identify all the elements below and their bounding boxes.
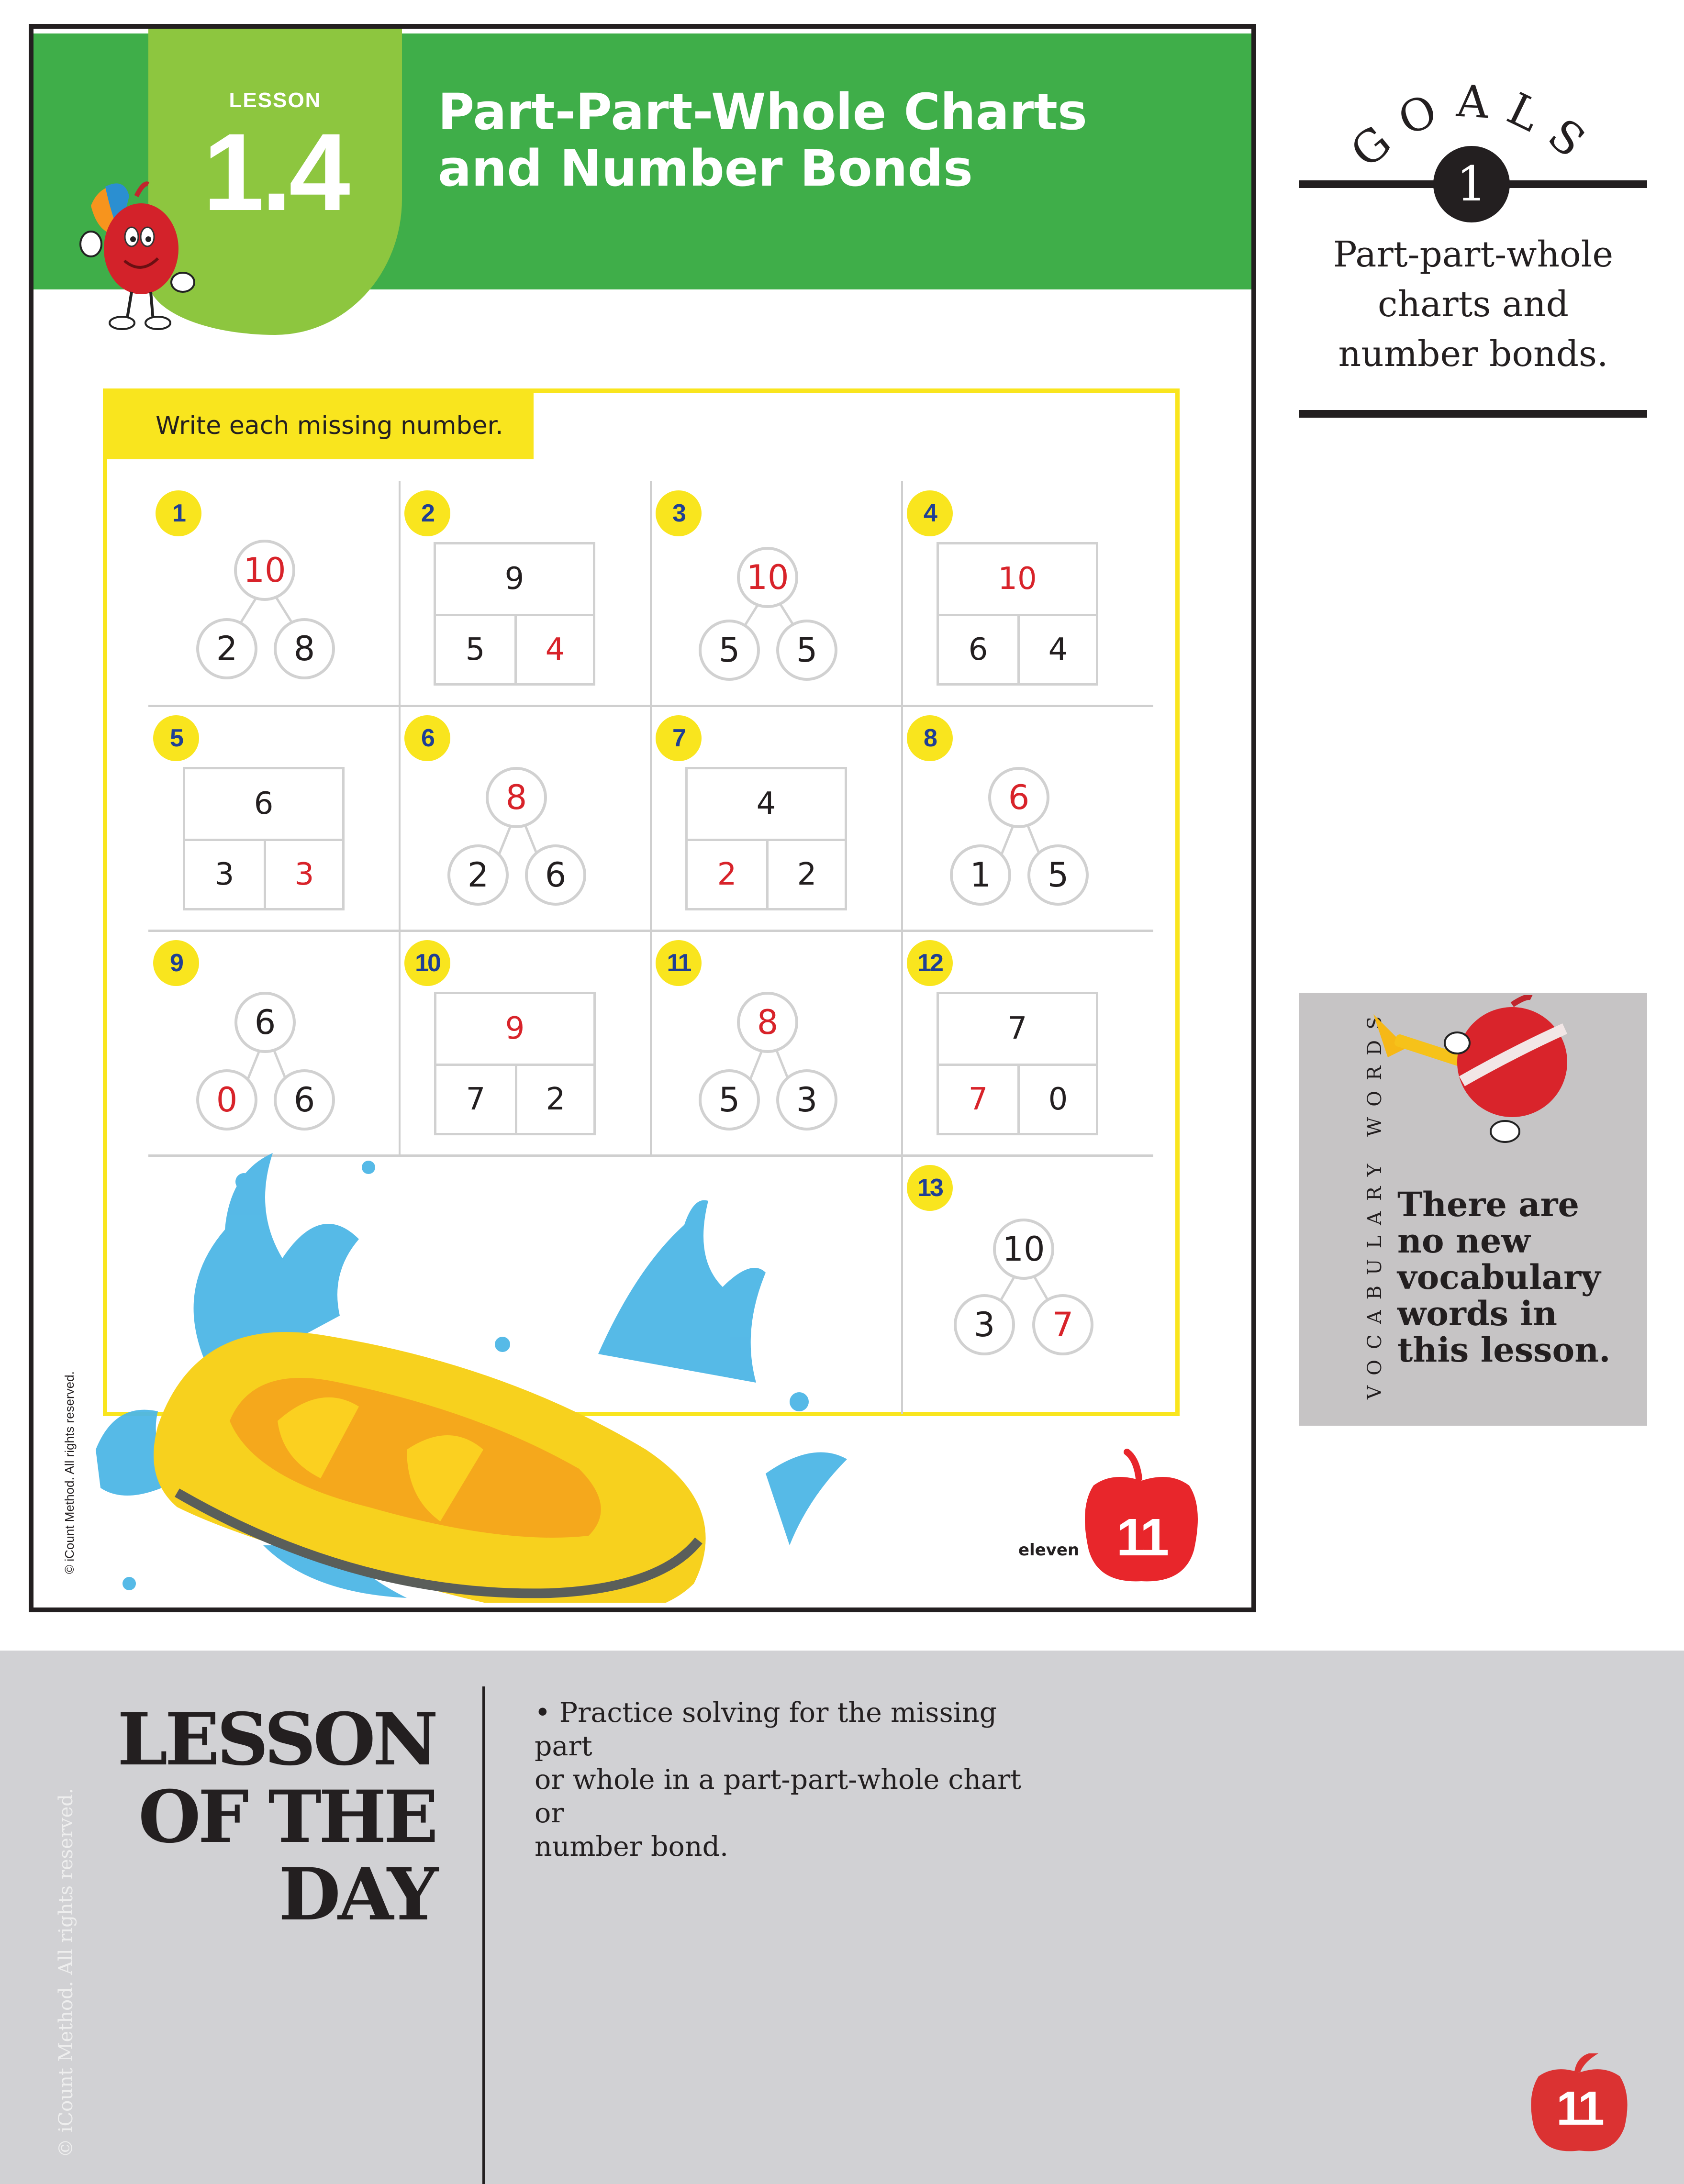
chart-part-right: 2 — [546, 1082, 566, 1117]
problem-number-badge: 6 — [404, 715, 450, 761]
lesson-label: LESSON — [229, 89, 322, 112]
goal-description — [1299, 230, 1647, 379]
chart-part-right: 4 — [1048, 632, 1068, 667]
chart-part-left-answer[interactable]: 2 — [688, 841, 769, 908]
page-number-word: eleven — [1018, 1541, 1080, 1560]
part-part-whole-chart — [685, 767, 847, 910]
chart-part-left: 6 — [939, 616, 1020, 683]
problem-4 — [902, 481, 1152, 705]
bond-whole-answer[interactable]: 8 — [737, 992, 798, 1053]
problem-number-badge: 12 — [907, 940, 953, 986]
problem-2 — [400, 481, 650, 705]
problem-number-badge: 10 — [404, 940, 450, 986]
lotd-title-line: OF THE — [138, 1775, 435, 1859]
vocabulary-text-line: no new — [1397, 1221, 1530, 1261]
bond-part-left-answer[interactable]: 0 — [196, 1069, 257, 1131]
problem-number-badge: 8 — [907, 715, 953, 761]
problem-number-badge: 1 — [156, 490, 201, 536]
lesson-of-the-day-objective — [535, 1696, 1037, 1863]
chart-part-left-answer[interactable]: 7 — [939, 1066, 1020, 1133]
bond-part-right: 5 — [1027, 844, 1089, 906]
goals-heading-text: GOALS — [1341, 75, 1607, 167]
bond-whole-answer[interactable]: 8 — [486, 767, 547, 828]
part-part-whole-chart — [183, 767, 345, 910]
vocabulary-text-line: words in — [1397, 1294, 1558, 1333]
bond-part-left: 5 — [699, 1069, 760, 1131]
goals-rule — [1299, 410, 1647, 418]
bond-part-right: 6 — [525, 844, 586, 906]
lotd-title-line: DAY — [278, 1852, 435, 1937]
lesson-of-the-day-title — [96, 1697, 435, 1937]
vocabulary-label: VOCABULARY WORDS — [1364, 1006, 1386, 1399]
problem-13 — [902, 1155, 1152, 1380]
vocabulary-text-line: There are — [1397, 1185, 1580, 1224]
vocabulary-text-line: vocabulary — [1397, 1257, 1601, 1297]
chart-part-left: 7 — [436, 1066, 517, 1133]
problem-3 — [651, 481, 901, 705]
chart-whole: 9 — [436, 544, 593, 616]
problem-number-badge: 9 — [153, 940, 199, 986]
lesson-number: 1.4 — [203, 111, 347, 233]
part-part-whole-chart — [937, 542, 1098, 686]
title-line-1: Part-Part-Whole Charts — [438, 83, 1087, 141]
chart-part-right-answer[interactable]: 3 — [294, 857, 314, 892]
copyright-notice: © iCount Method. All rights reserved. — [62, 1371, 77, 1574]
goal-text-line: Part-part-whole — [1333, 234, 1614, 275]
problem-1 — [148, 481, 399, 705]
chart-part-left: 5 — [436, 616, 517, 683]
vocabulary-text-line: this lesson. — [1397, 1330, 1611, 1370]
problem-number-badge: 11 — [656, 940, 702, 986]
trumpet-apple-mascot-icon — [1354, 995, 1603, 1167]
vocabulary-message — [1397, 1186, 1637, 1368]
bond-part-left: 2 — [447, 844, 509, 906]
raft-splash-illustration — [72, 1115, 909, 1603]
bond-whole-answer[interactable]: 10 — [234, 540, 295, 601]
chart-part-right: 2 — [797, 857, 817, 892]
chart-whole-answer[interactable]: 10 — [939, 544, 1096, 616]
bond-whole: 6 — [234, 992, 296, 1053]
problem-number-badge: 5 — [153, 715, 199, 761]
bond-whole-answer[interactable]: 10 — [737, 547, 798, 608]
problem-number-badge: 13 — [907, 1165, 953, 1211]
lotd-divider — [482, 1686, 485, 2184]
problem-7 — [651, 706, 901, 930]
problem-6 — [400, 706, 650, 930]
lotd-text-line: number bond. — [535, 1831, 729, 1862]
bond-part-left: 2 — [196, 618, 257, 679]
chart-whole-answer[interactable]: 9 — [436, 994, 593, 1066]
problem-number-badge: 2 — [404, 490, 450, 536]
goal-text-line: charts and — [1378, 284, 1569, 325]
page-number: 11 — [1116, 1508, 1167, 1567]
goal-text-line: number bonds. — [1338, 333, 1608, 375]
chart-whole: 6 — [185, 769, 342, 841]
chart-whole: 4 — [688, 769, 845, 841]
lotd-title-line: LESSON — [117, 1697, 435, 1782]
part-part-whole-chart — [937, 992, 1098, 1135]
page-number-bottom: 11 — [1556, 2082, 1602, 2135]
bond-part-right: 5 — [776, 620, 837, 681]
chart-part-right: 0 — [1048, 1082, 1068, 1117]
lotd-text-line: • Practice solving for the missing part — [535, 1697, 997, 1762]
page-title — [438, 84, 1156, 197]
problem-5 — [148, 706, 399, 930]
bond-whole-answer[interactable]: 6 — [988, 767, 1049, 828]
problem-number-badge: 3 — [656, 490, 702, 536]
apple-mascot-icon — [72, 177, 196, 335]
chart-whole: 7 — [939, 994, 1096, 1066]
part-part-whole-chart — [434, 992, 596, 1135]
lotd-text-line: or whole in a part-part-whole chart or — [535, 1764, 1022, 1829]
instruction-text: Write each missing number. — [156, 411, 503, 440]
bond-part-right: 6 — [274, 1069, 335, 1131]
bond-part-right: 3 — [776, 1069, 837, 1131]
copyright-notice-bottom: © iCount Method. All rights reserved. — [55, 1788, 77, 2158]
bond-part-right-answer[interactable]: 7 — [1032, 1294, 1093, 1355]
chart-part-right-answer[interactable]: 4 — [545, 632, 565, 667]
goal-number-badge: 1 — [1433, 146, 1510, 222]
bond-part-left: 5 — [699, 620, 760, 681]
part-part-whole-chart — [434, 542, 595, 686]
bond-part-left: 1 — [950, 844, 1011, 906]
bond-part-right: 8 — [274, 618, 335, 679]
problem-number-badge: 4 — [907, 490, 953, 536]
title-line-2: and Number Bonds — [438, 139, 973, 198]
bond-part-left: 3 — [954, 1294, 1015, 1355]
bond-whole: 10 — [993, 1219, 1054, 1280]
problem-8 — [902, 706, 1152, 930]
problem-number-badge: 7 — [656, 715, 702, 761]
problem-12 — [902, 931, 1152, 1154]
chart-part-left: 3 — [185, 841, 266, 908]
